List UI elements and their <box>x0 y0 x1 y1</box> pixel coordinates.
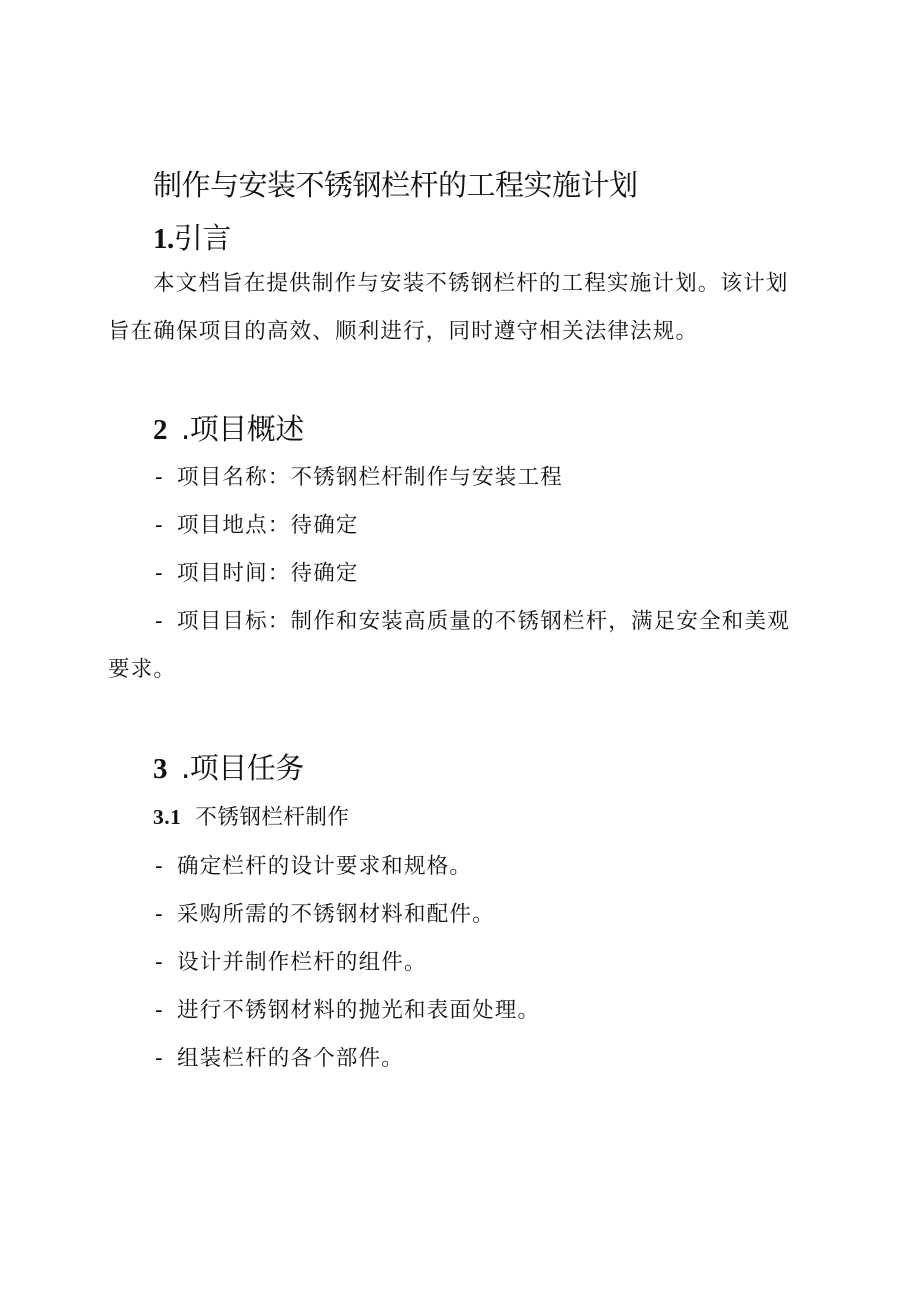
subsection-3-1-number: 3.1 <box>153 805 182 829</box>
bullet-dash: - <box>155 854 164 879</box>
bullet-dash: - <box>155 465 164 490</box>
list-item <box>155 611 790 633</box>
bullet-dash: - <box>155 561 164 586</box>
bullet-dash: - <box>155 998 164 1023</box>
intro-paragraph-line-1: 本文档旨在提供制作与安装不锈钢栏杆的工程实施计划。该计划 <box>153 271 789 296</box>
list-item-text: 项目目标：制作和安装高质量的不锈钢栏杆，满足安全和美观 <box>177 609 790 634</box>
section-1-title: 引言 <box>173 221 231 255</box>
section-2-heading <box>153 412 304 446</box>
subsection-3-1-title: 不锈钢栏杆制作 <box>195 805 350 830</box>
bullet-dash: - <box>155 513 164 538</box>
list-item-text: 项目时间：待确定 <box>177 561 359 586</box>
list-item-text: 组装栏杆的各个部件。 <box>177 1046 405 1071</box>
list-item <box>155 856 472 878</box>
bullet-dash: - <box>155 609 164 634</box>
bullet-dash: - <box>155 950 164 975</box>
section-3-heading <box>153 751 304 785</box>
list-item-text: 进行不锈钢材料的抛光和表面处理。 <box>177 998 541 1023</box>
list-item <box>155 467 563 489</box>
list-item-text: 项目地点：待确定 <box>177 513 359 538</box>
list-item <box>155 1048 404 1070</box>
list-item-text: 确定栏杆的设计要求和规格。 <box>177 854 473 879</box>
list-item-text: 采购所需的不锈钢材料和配件。 <box>177 902 495 927</box>
subsection-3-1-heading <box>153 807 349 829</box>
bullet-dash: - <box>155 902 164 927</box>
list-item <box>155 1000 540 1022</box>
list-item-text: 项目名称：不锈钢栏杆制作与安装工程 <box>177 465 563 490</box>
section-2-number: 2 <box>153 414 167 446</box>
list-item <box>155 952 427 974</box>
section-3-title: .项目任务 <box>181 751 304 785</box>
bullet-dash: - <box>155 1046 164 1071</box>
list-item-text: 设计并制作栏杆的组件。 <box>177 950 427 975</box>
section-1-number: 1. <box>153 223 174 255</box>
document-title: 制作与安装不锈钢栏杆的工程实施计划 <box>153 168 638 202</box>
list-item <box>155 563 359 585</box>
list-item <box>155 904 495 926</box>
list-item <box>155 515 359 537</box>
intro-paragraph-line-2: 旨在确保项目的高效、顺利进行，同时遵守相关法律法规。 <box>108 319 699 344</box>
section-2-title: .项目概述 <box>181 412 304 446</box>
section-1-heading <box>153 221 231 255</box>
list-item-continuation: 要求。 <box>108 657 177 682</box>
section-3-number: 3 <box>153 753 167 785</box>
